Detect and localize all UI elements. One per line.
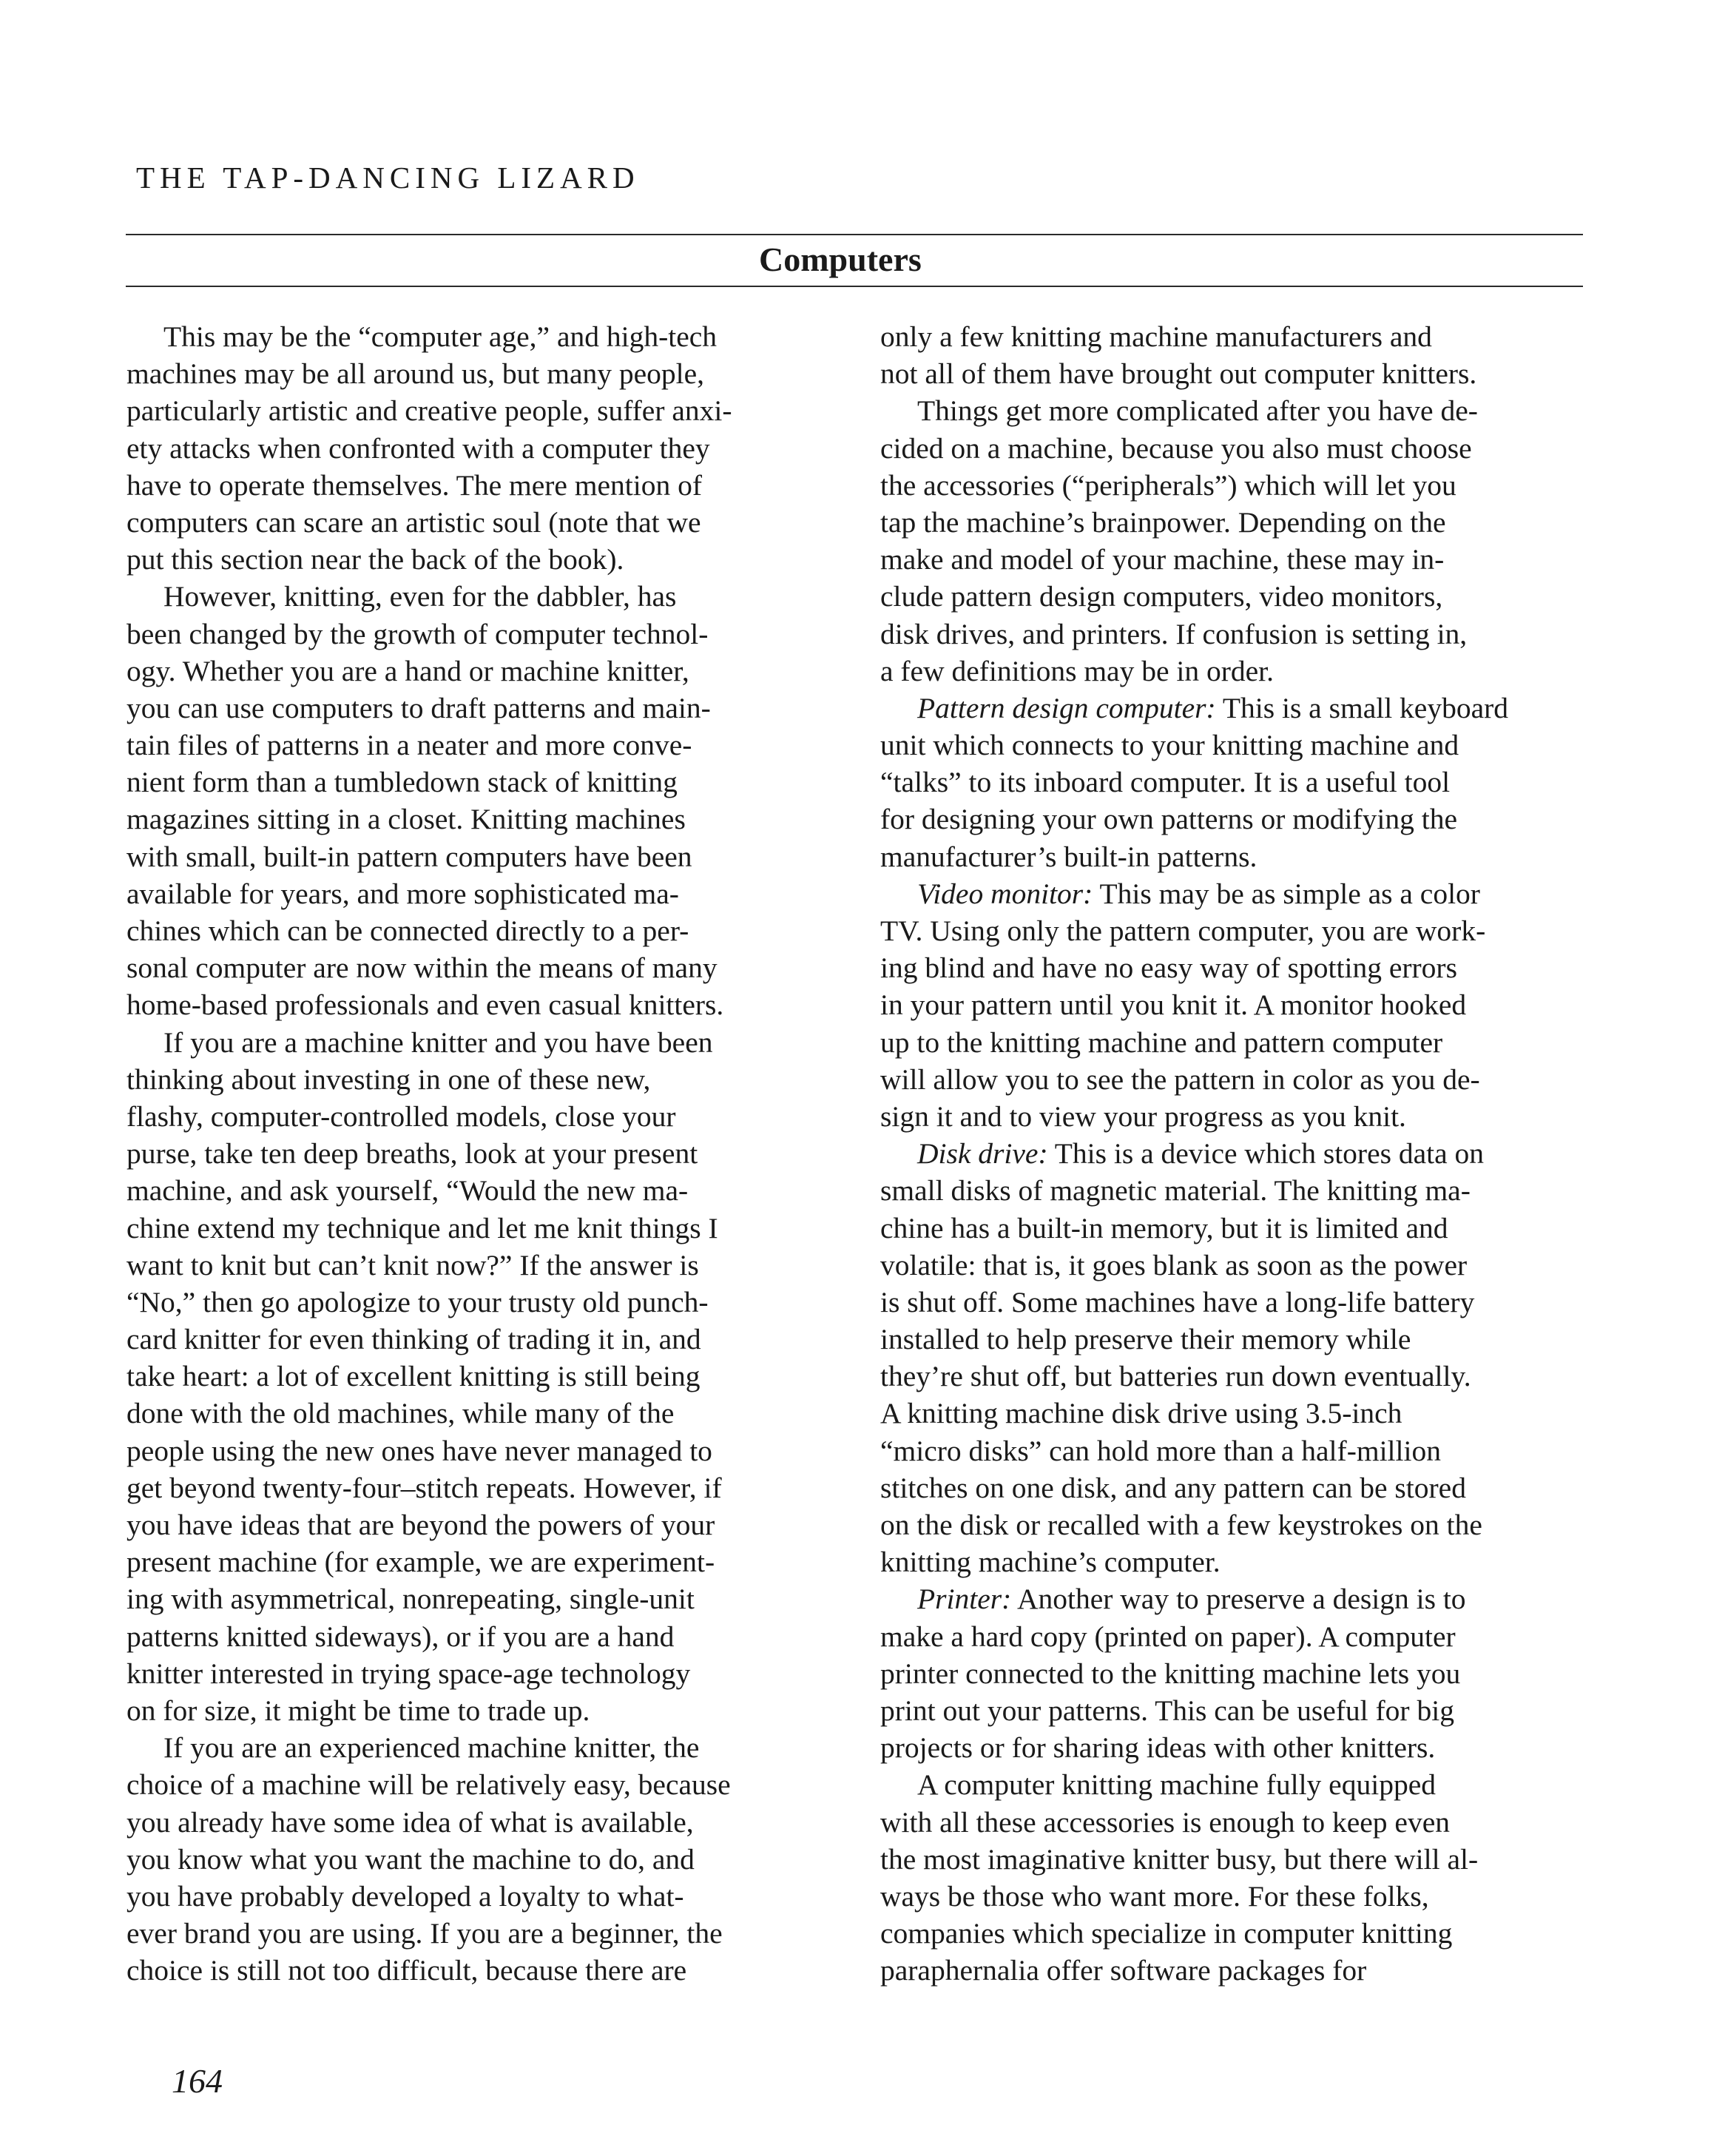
line-text: Another way to preserve a design is to: [1011, 1583, 1466, 1616]
line-text: ety attacks when confronted with a computer they: [126, 431, 710, 465]
line-text: companies which specialize in computer knitting: [880, 1917, 1453, 1950]
text-line: [126, 653, 829, 690]
line-text: purse, take ten deep breaths, look at your present: [126, 1137, 698, 1170]
line-text: A computer knitting machine fully equipped: [917, 1768, 1436, 1802]
text-line: [880, 1506, 1583, 1543]
text-line: [880, 690, 1583, 727]
text-line: [880, 504, 1583, 541]
line-text: sign it and to view your progress as you knit.: [880, 1099, 1406, 1133]
line-text: the most imaginative knitter busy, but there will al-: [880, 1842, 1479, 1876]
text-line: [126, 912, 829, 949]
line-text: “No,” then go apologize to your trusty old punch-: [126, 1285, 709, 1318]
text-line: [126, 430, 829, 467]
definition-term: Video monitor:: [917, 877, 1093, 910]
line-text: However, knitting, even for the dabbler, has: [163, 580, 677, 613]
text-line: [880, 1247, 1583, 1284]
text-line: [126, 949, 829, 986]
line-text: chine has a built-in memory, but it is limited and: [880, 1211, 1448, 1244]
line-text: the accessories (“peripherals”) which will let you: [880, 468, 1456, 502]
line-text: you can use computers to draft patterns and main-: [126, 691, 711, 724]
text-line: [880, 1061, 1583, 1098]
text-line: [126, 1729, 829, 1766]
line-text: Things get more complicated after you have de-: [917, 394, 1478, 428]
text-line: [126, 1506, 829, 1543]
text-line: [126, 801, 829, 838]
text-line: [126, 1655, 829, 1692]
line-text: chines which can be connected directly to a per-: [126, 914, 689, 947]
line-text: choice is still not too difficult, because there are: [126, 1954, 687, 1987]
line-text: with small, built-in pattern computers have been: [126, 840, 692, 873]
text-line: [880, 1172, 1583, 1209]
text-line: [126, 1098, 829, 1135]
text-line: [880, 467, 1583, 504]
text-line: [126, 504, 829, 541]
text-line: [880, 1358, 1583, 1395]
line-text: machine, and ask yourself, “Would the new ma-: [126, 1174, 689, 1207]
line-text: take heart: a lot of excellent knitting is still being: [126, 1360, 701, 1393]
text-line: [126, 1692, 829, 1729]
page-number: 164: [172, 2062, 223, 2100]
text-line: [126, 1135, 829, 1172]
text-line: [880, 912, 1583, 949]
text-line: [880, 355, 1583, 392]
text-line: [880, 1580, 1583, 1617]
section-title: Computers: [759, 240, 922, 278]
text-line: [126, 1247, 829, 1284]
text-line: [126, 541, 829, 578]
line-text: on the disk or recalled with a few keystrokes on the: [880, 1509, 1482, 1541]
text-line: [880, 875, 1583, 912]
text-line: [880, 1655, 1583, 1692]
line-text: they’re shut off, but batteries run down eventually.: [880, 1360, 1471, 1393]
text-line: [880, 1804, 1583, 1841]
text-line: [880, 1210, 1583, 1247]
text-line: [126, 1172, 829, 1209]
text-line: [880, 318, 1583, 355]
text-line: [880, 1952, 1583, 1989]
line-text: in your pattern until you knit it. A monitor hooked: [880, 988, 1467, 1022]
line-text: This is a small keyboard: [1215, 691, 1509, 724]
text-line: [126, 986, 829, 1023]
text-line: [126, 616, 829, 653]
text-line: [126, 1580, 829, 1617]
text-line: [880, 1321, 1583, 1358]
text-line: [880, 1766, 1583, 1803]
text-line: [126, 1432, 829, 1469]
line-text: ways be those who want more. For these folks,: [880, 1879, 1429, 1913]
line-text: volatile: that is, it goes blank as soon as the power: [880, 1248, 1468, 1281]
line-text: small disks of magnetic material. The knitting ma-: [880, 1174, 1471, 1207]
line-text: you have ideas that are beyond the powers of your: [126, 1509, 715, 1541]
text-line: [880, 1135, 1583, 1172]
text-line: [126, 1284, 829, 1321]
text-line: [126, 355, 829, 392]
line-text: This is a device which stores data on: [1047, 1137, 1485, 1170]
line-text: choice of a machine will be relatively easy, because: [126, 1768, 731, 1802]
line-text: particularly artistic and creative people, suffer anxi-: [126, 394, 732, 428]
line-text: get beyond twenty-four–stitch repeats. However, if: [126, 1471, 722, 1504]
line-text: tap the machine’s brainpower. Depending on the: [880, 505, 1446, 539]
text-line: [880, 392, 1583, 429]
line-text: on for size, it might be time to trade up.: [126, 1694, 590, 1727]
line-text: available for years, and more sophisticated ma-: [126, 877, 679, 910]
line-text: clude pattern design computers, video monitors,: [880, 580, 1443, 613]
definition-term: Pattern design computer:: [917, 691, 1216, 724]
text-line: [126, 1210, 829, 1247]
line-text: This may be as simple as a color: [1093, 877, 1480, 910]
text-line: [880, 1024, 1583, 1061]
line-text: “micro disks” can hold more than a half-million: [880, 1434, 1441, 1467]
text-line: [126, 875, 829, 912]
text-line: [880, 578, 1583, 615]
line-text: disk drives, and printers. If confusion is setting in,: [880, 617, 1468, 650]
line-text: patterns knitted sideways), or if you are a hand: [126, 1620, 675, 1653]
line-text: only a few knitting machine manufacturers and: [880, 320, 1432, 353]
line-text: cided on a machine, because you also must choose: [880, 431, 1472, 465]
line-text: ever brand you are using. If you are a beginner, the: [126, 1917, 723, 1950]
line-text: put this section near the back of the book).: [126, 543, 624, 576]
line-text: print out your patterns. This can be useful for big: [880, 1694, 1454, 1727]
text-line: [126, 578, 829, 615]
text-line: [880, 1915, 1583, 1952]
text-line: [126, 1395, 829, 1432]
text-line: [880, 1618, 1583, 1655]
line-text: stitches on one disk, and any pattern can be stored: [880, 1471, 1466, 1504]
line-text: home-based professionals and even casual knitters.: [126, 988, 724, 1022]
text-line: [880, 1098, 1583, 1135]
line-text: machines may be all around us, but many people,: [126, 357, 705, 391]
line-text: for designing your own patterns or modifying the: [880, 803, 1457, 836]
line-text: chine extend my technique and let me knit things I: [126, 1211, 718, 1244]
text-line: [880, 1729, 1583, 1766]
text-line: [126, 1321, 829, 1358]
line-text: make and model of your machine, these may in-: [880, 543, 1445, 576]
text-line: [880, 616, 1583, 653]
running-head: THE TAP-DANCING LIZARD: [136, 161, 640, 195]
line-text: people using the new ones have never managed to: [126, 1434, 712, 1467]
title-rule-bottom: [126, 286, 1583, 287]
line-text: unit which connects to your knitting machine and: [880, 729, 1459, 762]
line-text: This may be the “computer age,” and high-tech: [163, 320, 718, 353]
line-text: manufacturer’s built-in patterns.: [880, 840, 1258, 873]
line-text: is shut off. Some machines have a long-life battery: [880, 1285, 1475, 1318]
text-line: [880, 764, 1583, 801]
text-line: [126, 690, 829, 727]
line-text: you have probably developed a loyalty to what-: [126, 1879, 684, 1913]
text-line: [880, 653, 1583, 690]
text-line: [880, 1284, 1583, 1321]
line-text: a few definitions may be in order.: [880, 654, 1274, 687]
text-line: [880, 430, 1583, 467]
text-line: [126, 1841, 829, 1878]
line-text: you already have some idea of what is available,: [126, 1805, 694, 1839]
line-text: sonal computer are now within the means of many: [126, 951, 718, 985]
text-line: [880, 986, 1583, 1023]
text-line: [126, 1804, 829, 1841]
line-text: thinking about investing in one of these new,: [126, 1062, 651, 1096]
text-line: [880, 727, 1583, 764]
line-text: ing with asymmetrical, nonrepeating, single-unit: [126, 1583, 695, 1616]
line-text: “talks” to its inboard computer. It is a useful tool: [880, 766, 1451, 799]
text-line: [126, 1618, 829, 1655]
line-text: projects or for sharing ideas with other knitters.: [880, 1731, 1436, 1765]
line-text: paraphernalia offer software packages for: [880, 1954, 1367, 1987]
line-text: magazines sitting in a closet. Knitting machines: [126, 803, 686, 836]
line-text: printer connected to the knitting machine lets you: [880, 1657, 1461, 1690]
text-line: [126, 727, 829, 764]
line-text: with all these accessories is enough to keep even: [880, 1805, 1450, 1839]
text-line: [126, 318, 829, 355]
text-line: [126, 1358, 829, 1395]
line-text: you know what you want the machine to do, and: [126, 1842, 695, 1876]
line-text: up to the knitting machine and pattern computer: [880, 1025, 1443, 1059]
line-text: want to knit but can’t knit now?” If the answer is: [126, 1248, 699, 1281]
definition-term: Printer:: [917, 1583, 1012, 1616]
text-line: [880, 1692, 1583, 1729]
text-line: [126, 392, 829, 429]
line-text: present machine (for example, we are experiment-: [126, 1546, 715, 1579]
text-line: [126, 1469, 829, 1506]
line-text: been changed by the growth of computer technol-: [126, 617, 709, 650]
line-text: knitting machine’s computer.: [880, 1546, 1221, 1579]
text-line: [880, 838, 1583, 875]
line-text: nient form than a tumbledown stack of knitting: [126, 766, 678, 799]
text-line: [126, 838, 829, 875]
line-text: installed to help preserve their memory while: [880, 1323, 1411, 1356]
line-text: computers can scare an artistic soul (note that we: [126, 505, 701, 539]
line-text: tain files of patterns in a neater and more conve-: [126, 729, 692, 762]
text-line: [880, 1469, 1583, 1506]
right-text-column: [880, 318, 1583, 1989]
text-line: [880, 1395, 1583, 1432]
line-text: TV. Using only the pattern computer, you are work-: [880, 914, 1486, 947]
line-text: not all of them have brought out computer knitters.: [880, 357, 1477, 391]
text-line: [126, 1878, 829, 1915]
text-line: [880, 801, 1583, 838]
text-line: [880, 1878, 1583, 1915]
line-text: make a hard copy (printed on paper). A computer: [880, 1620, 1456, 1653]
line-text: If you are a machine knitter and you have been: [163, 1025, 713, 1059]
line-text: card knitter for even thinking of trading it in, and: [126, 1323, 701, 1356]
text-line: [126, 1024, 829, 1061]
text-line: [880, 541, 1583, 578]
line-text: knitter interested in trying space-age technology: [126, 1657, 691, 1690]
text-line: [880, 1841, 1583, 1878]
text-line: [126, 1061, 829, 1098]
line-text: If you are an experienced machine knitter, the: [163, 1731, 700, 1765]
line-text: ing blind and have no easy way of spotting errors: [880, 951, 1457, 985]
text-line: [126, 1766, 829, 1803]
text-line: [126, 1543, 829, 1580]
line-text: will allow you to see the pattern in color as you de-: [880, 1062, 1480, 1096]
line-text: flashy, computer-controlled models, close your: [126, 1099, 676, 1133]
text-line: [880, 949, 1583, 986]
definition-term: Disk drive:: [917, 1137, 1048, 1170]
text-line: [126, 1952, 829, 1989]
line-text: ogy. Whether you are a hand or machine knitter,: [126, 654, 689, 687]
left-text-column: [126, 318, 829, 1989]
line-text: A knitting machine disk drive using 3.5-inch: [880, 1397, 1402, 1430]
text-line: [126, 1915, 829, 1952]
text-line: [126, 467, 829, 504]
line-text: done with the old machines, while many of the: [126, 1397, 675, 1430]
text-line: [880, 1432, 1583, 1469]
text-line: [126, 764, 829, 801]
text-line: [880, 1543, 1583, 1580]
line-text: have to operate themselves. The mere mention of: [126, 468, 703, 502]
title-rule-top: [126, 234, 1583, 235]
